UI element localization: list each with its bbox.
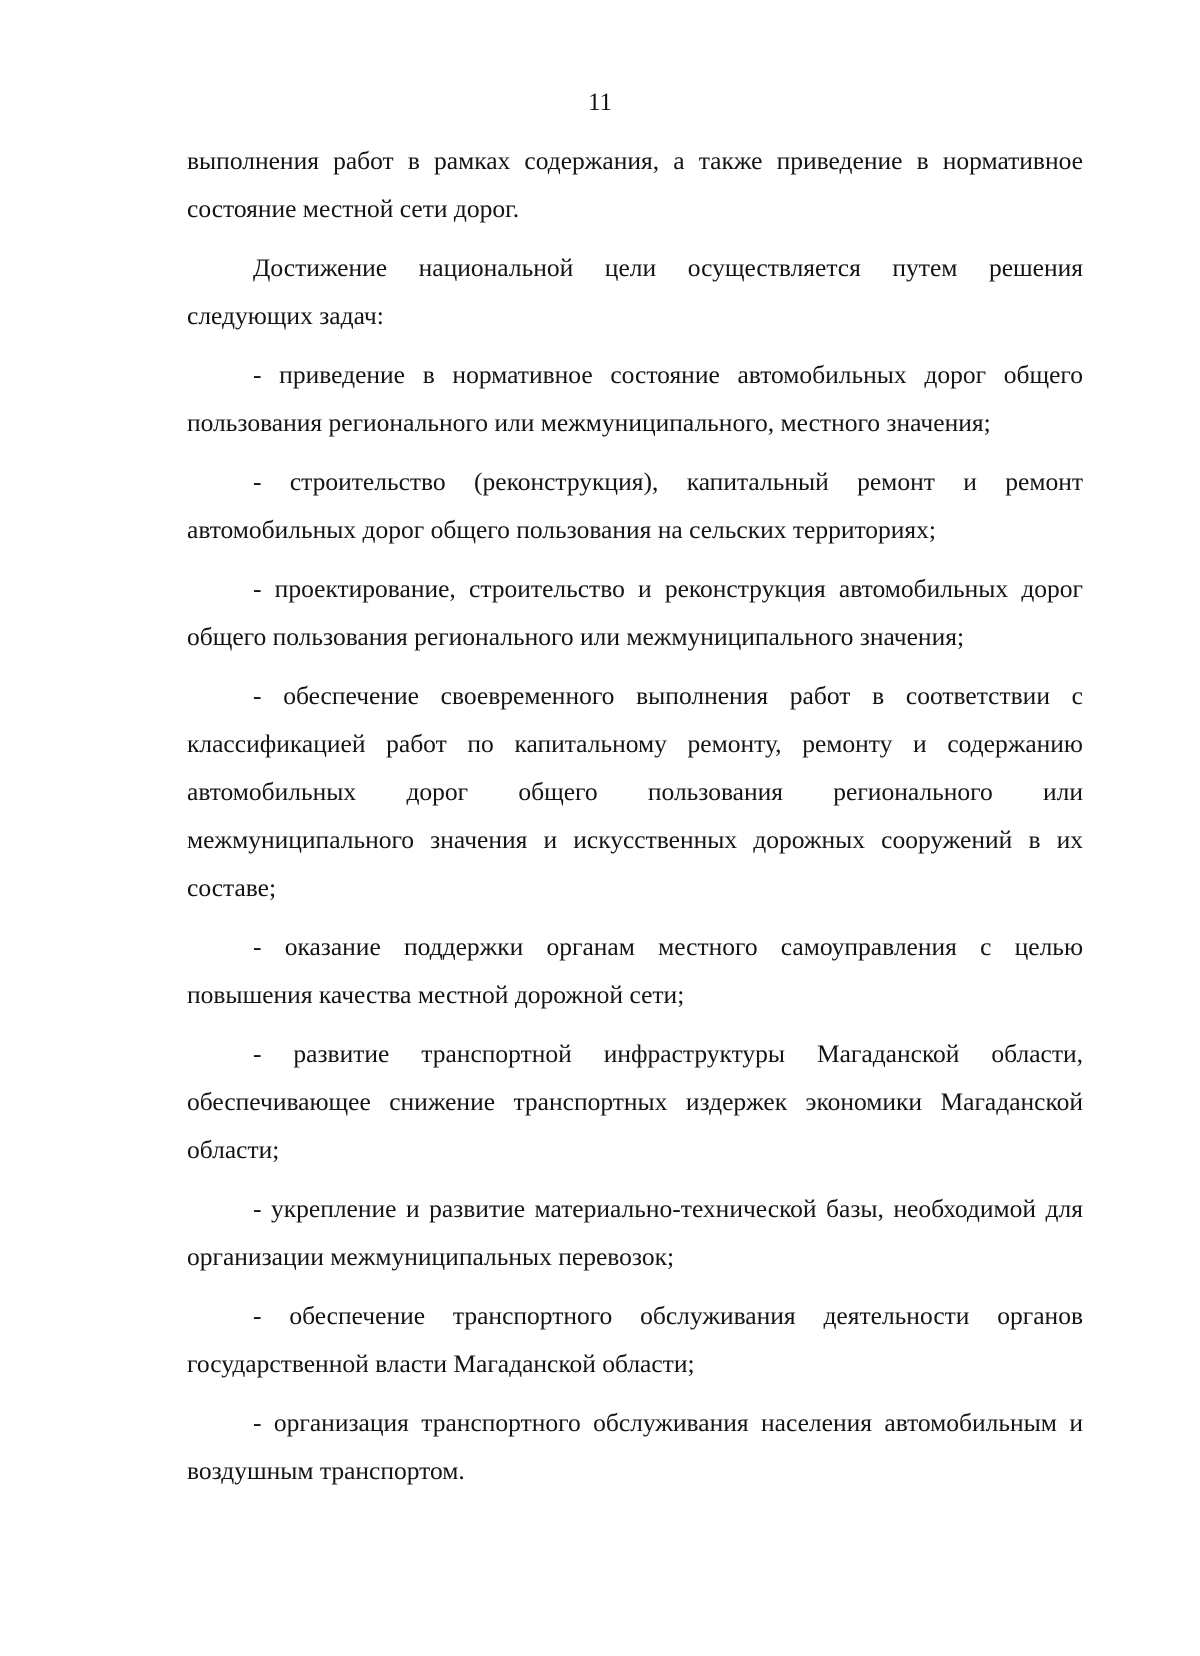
task-item: - проектирование, строительство и реконструкция автомобильных дорог общего пользования регионального или межмуниципального значения; — [187, 574, 1083, 651]
page-number: 11 — [587, 89, 613, 116]
task-item: - строительство (реконструкция), капитальный ремонт и ремонт автомобильных дорог общего пользования на сельских территориях; — [187, 467, 1083, 544]
task-item: - развитие транспортной инфраструктуры Магаданской области, обеспечивающее снижение транспортных издержек экономики Магаданской области; — [187, 1039, 1083, 1164]
task-item: - обеспечение своевременного выполнения работ в соответствии с классификацией работ по капитальному ремонту, ремонту и содержанию автомобильных дорог общего пользования регионального или межмуниципального значения и искусственных дорожных сооружений в их составе; — [187, 681, 1083, 902]
task-item: - приведение в нормативное состояние автомобильных дорог общего пользования регионального или межмуниципального, местного значения; — [187, 360, 1083, 437]
paragraph-intro: Достижение национальной цели осуществляется путем решения следующих задач: — [187, 253, 1083, 330]
body-text — [187, 137, 1083, 1506]
task-item: - обеспечение транспортного обслуживания деятельности органов государственной власти Магаданской области; — [187, 1301, 1083, 1378]
task-item: - организация транспортного обслуживания населения автомобильным и воздушным транспортом. — [187, 1408, 1083, 1485]
paragraph-continuation: выполнения работ в рамках содержания, а также приведение в нормативное состояние местной сети дорог. — [187, 146, 1083, 223]
task-item: - укрепление и развитие материально-технической базы, необходимой для организации межмуниципальных перевозок; — [187, 1194, 1083, 1271]
task-item: - оказание поддержки органам местного самоуправления с целью повышения качества местной дорожной сети; — [187, 932, 1083, 1009]
